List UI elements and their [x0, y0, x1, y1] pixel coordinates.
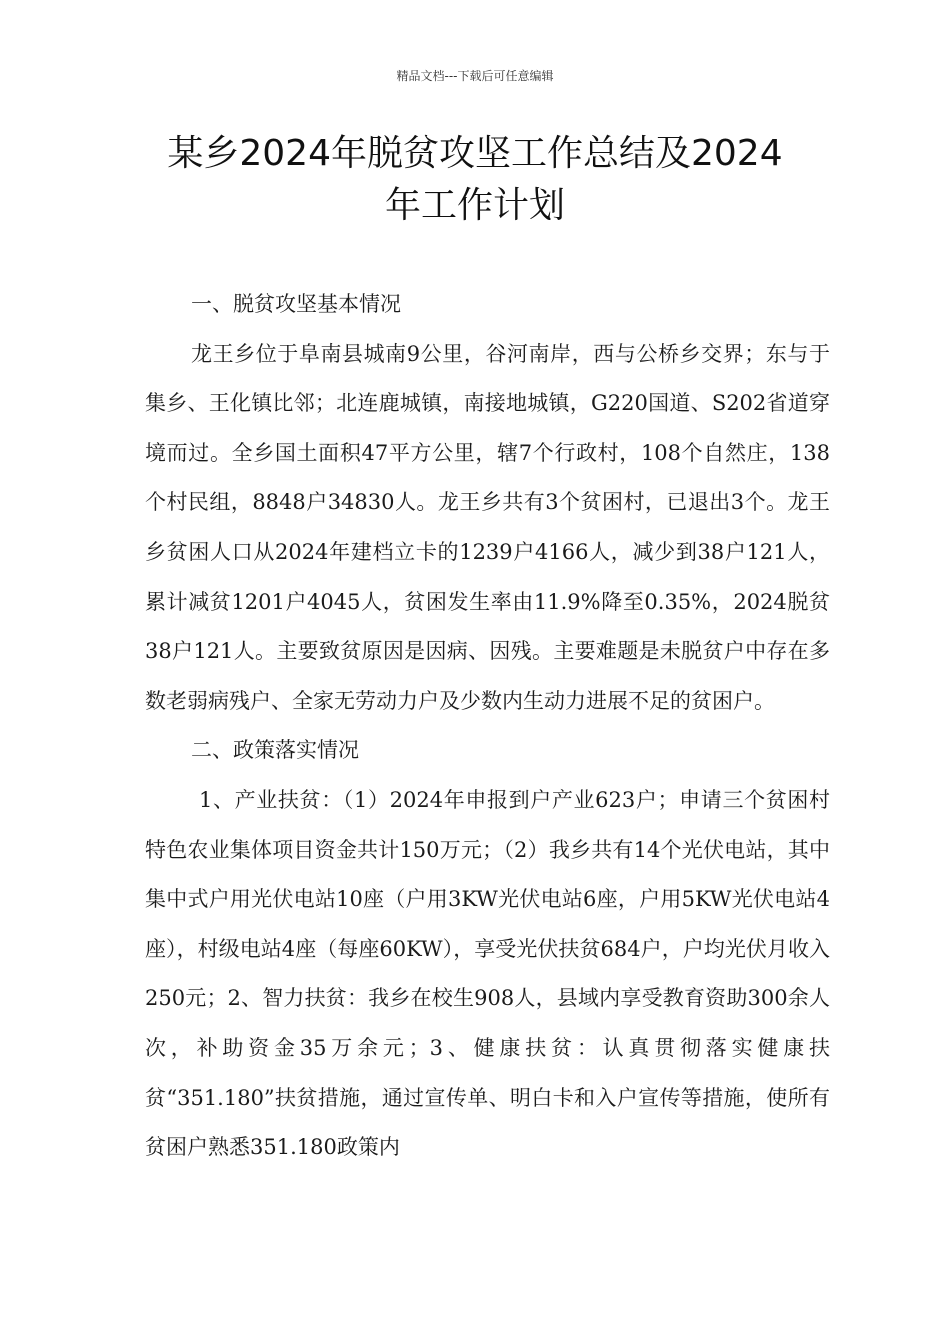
- section-heading-basic-situation: 一、脱贫攻坚基本情况: [191, 292, 401, 316]
- header-note: 精品文档---下载后可任意编辑: [396, 69, 554, 83]
- section-heading-policy: 二、政策落实情况: [191, 738, 359, 763]
- document-body: [145, 280, 830, 1173]
- paragraph-basic-situation: 龙王乡位于阜南县城南9公里，谷河南岸，西与公桥乡交界；东与于集乡、王化镇比邻；北连鹿城镇，南接地城镇，G220国道、S202省道穿境而过。全乡国土面积47平方公里，辖7个行政村，108个自然庄，138个村民组，8848户34830人。龙王乡共有3个贫困村，已退出3个。龙王乡贫困人口从2024年建档立卡的1239户4166人，减少到38户121人，累计减贫1201户4045人，贫困发生率由11.9%降至0.35%，2024脱贫38户121人。主要致贫原因是因病、因残。主要难题是未脱贫户中存在多数老弱病残户、全家无劳动力户及少数内生动力进展不足的贫困户。: [145, 341, 830, 713]
- title-line-1: 某乡2024年脱贫攻坚工作总结及2024: [167, 133, 783, 174]
- paragraph-policy: 1、产业扶贫：（1）2024年申报到户产业623户；申请三个贫困村特色农业集体项目资金共计150万元；（2）我乡共有14个光伏电站，其中集中式户用光伏电站10座（户用3KW光伏电站6座，户用5KW光伏电站4座），村级电站4座（每座60KW），享受光伏扶贫684户，户均光伏月收入250元；2、智力扶贫：我乡在校生908人，县域内享受教育资助300余人次，补助资金35万余元；3、健康扶贫：认真贯彻落实健康扶贫“351.180”扶贫措施，通过宣传单、明白卡和入户宣传等措施，使所有贫困户熟悉351.180政策内: [145, 787, 830, 1160]
- title-line-2: 年工作计划: [384, 185, 565, 226]
- document-title: [120, 128, 830, 232]
